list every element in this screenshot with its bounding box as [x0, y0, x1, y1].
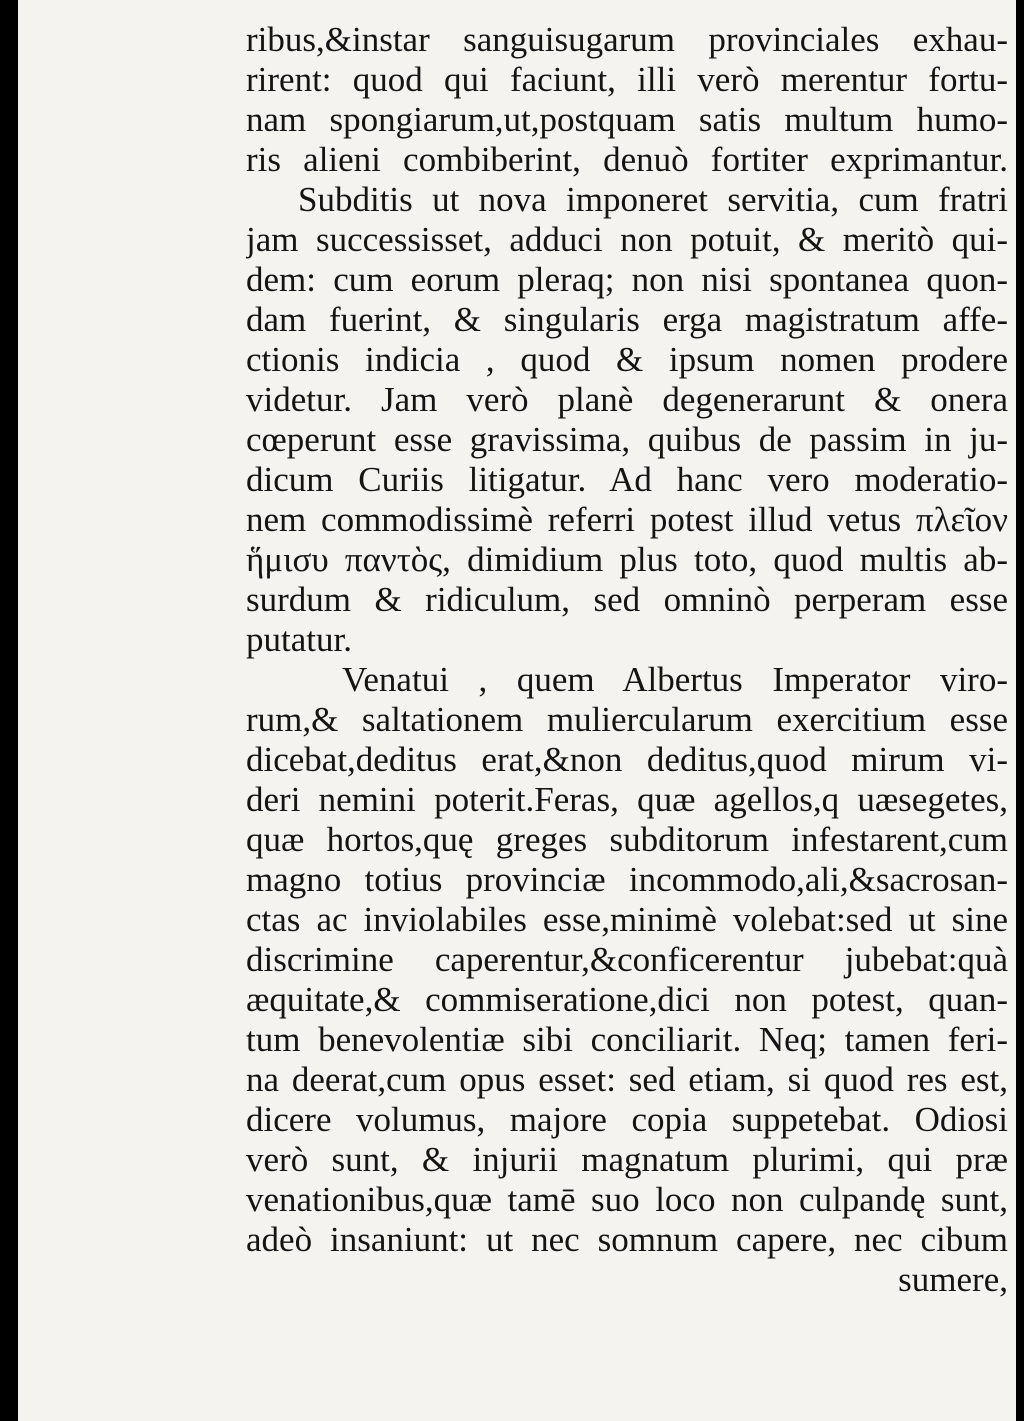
text-line: ctas ac inviolabiles esse,minimè volebat:sed ut sine	[246, 900, 1008, 939]
text-line: discrimine caperentur,&conficerentur jubebat:quà	[246, 940, 1008, 979]
text-line: ribus,&instar sanguisugarum provinciales exhau-	[246, 20, 1008, 59]
text-line: jam successisset, adduci non potuit, & meritò qui-	[246, 220, 1008, 259]
book-page	[18, 0, 1016, 1421]
text-line: tum benevolentiæ sibi conciliarit. Neq; tamen feri-	[246, 1020, 1008, 1059]
text-line: videtur. Jam verò planè degenerarunt & onera	[246, 380, 1008, 419]
text-line: venationibus,quæ tamē suo loco non culpandę sunt,	[246, 1180, 1008, 1219]
text-line: dicere volumus, majore copia suppetebat. Odiosi	[246, 1100, 1008, 1139]
text-line: dicebat,deditus erat,&non deditus,quod mirum vi-	[246, 740, 1008, 779]
page-text	[246, 20, 1008, 1300]
text-line: rirent: quod qui faciunt, illi verò merentur fortu-	[246, 60, 1008, 99]
text-line: Venatui , quem Albertus Imperator viro-	[342, 660, 1008, 699]
text-line: adeò insaniunt: ut nec somnum capere, nec cibum	[246, 1220, 1008, 1259]
text-line: quæ hortos,quę greges subditorum infestarent,cum	[246, 820, 1008, 859]
text-line: Subditis ut nova imponeret servitia, cum fratri	[298, 180, 1008, 219]
text-line: dem: cum eorum pleraq; non nisi spontanea quon-	[246, 260, 1008, 299]
text-line: æquitate,& commiseratione,dici non potest, quan-	[246, 980, 1008, 1019]
text-line: dam fuerint, & singularis erga magistratum affe-	[246, 300, 1008, 339]
text-line: nem commodissimè referri potest illud vetus πλεῖον	[246, 500, 1008, 539]
text-line: ἥμισυ παντὸς, dimidium plus toto, quod multis ab-	[246, 540, 1008, 579]
text-line: dicum Curiis litigatur. Ad hanc vero moderatio-	[246, 460, 1008, 499]
text-line: verò sunt, & injurii magnatum plurimi, qui præ	[246, 1140, 1008, 1179]
text-line: magno totius provinciæ incommodo,ali,&sacrosan-	[246, 860, 1008, 899]
text-line: ctionis indicia , quod & ipsum nomen prodere	[246, 340, 1008, 379]
text-line: cœperunt esse gravissima, quibus de passim in ju-	[246, 420, 1008, 459]
text-line: surdum & ridiculum, sed omninò perperam esse	[246, 580, 1008, 619]
text-line: putatur.	[246, 620, 352, 659]
catchword: sumere,	[898, 1260, 1008, 1299]
text-line: rum,& saltationem muliercularum exercitium esse	[246, 700, 1008, 739]
text-line: na deerat,cum opus esset: sed etiam, si quod res est,	[246, 1060, 1008, 1099]
text-line: ris alieni combiberint, denuò fortiter exprimantur.	[246, 140, 1008, 179]
text-line: nam spongiarum,ut,postquam satis multum humo-	[246, 100, 1008, 139]
text-line: deri nemini poterit.Feras, quæ agellos,q uæsegetes,	[246, 780, 1008, 819]
